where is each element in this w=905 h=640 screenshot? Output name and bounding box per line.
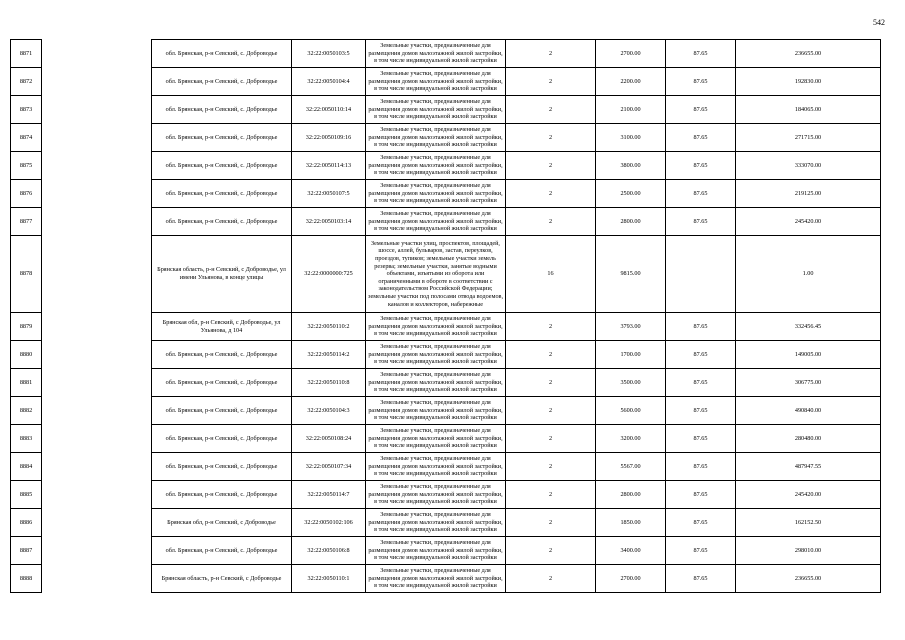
cadastral-number-cell: 32:22:0050103:14: [292, 208, 366, 236]
area-cell: 3100.00: [596, 124, 666, 152]
table-row: [11, 180, 881, 208]
rate-cell: 87.65: [666, 341, 736, 369]
cadastral-value-cell: 333070.00: [736, 152, 881, 180]
rate-cell: 87.65: [666, 152, 736, 180]
cadastral-number-cell: 32:22:0050108:24: [292, 425, 366, 453]
row-number: 8878: [11, 236, 42, 313]
row-number: 8887: [11, 537, 42, 565]
cadastral-value-cell: 298010.00: [736, 537, 881, 565]
cadastral-value-cell: 490840.00: [736, 397, 881, 425]
address-cell: Брянская обл, р-н Севский, с Доброводье: [152, 509, 292, 537]
table-row: [11, 425, 881, 453]
cadastral-value-cell: 271715.00: [736, 124, 881, 152]
group-cell: 2: [506, 453, 596, 481]
row-number: 8886: [11, 509, 42, 537]
rate-cell: 87.65: [666, 208, 736, 236]
area-cell: 3500.00: [596, 369, 666, 397]
land-purpose-cell: Земельные участки, предназначенные для размещения домов малоэтажной жилой застройки, в том числе индивидуальной жилой застройки: [366, 208, 506, 236]
table-row: [11, 40, 881, 68]
rate-cell: 87.65: [666, 68, 736, 96]
group-cell: 2: [506, 481, 596, 509]
table-row: [11, 208, 881, 236]
row-number: 8875: [11, 152, 42, 180]
cadastral-number-cell: 32:22:0050107:34: [292, 453, 366, 481]
land-purpose-cell: Земельные участки, предназначенные для размещения домов малоэтажной жилой застройки, в том числе индивидуальной жилой застройки: [366, 152, 506, 180]
cadastral-value-cell: 306775.00: [736, 369, 881, 397]
land-purpose-cell: Земельные участки, предназначенные для размещения домов малоэтажной жилой застройки, в том числе индивидуальной жилой застройки: [366, 509, 506, 537]
cadastral-value-cell: 487947.55: [736, 453, 881, 481]
table-row: [11, 313, 881, 341]
cadastral-value-cell: 219125.00: [736, 180, 881, 208]
address-cell: обл. Брянская, р-н Севский, с. Доброводье: [152, 180, 292, 208]
table-row: [11, 397, 881, 425]
row-number: 8885: [11, 481, 42, 509]
row-number: 8884: [11, 453, 42, 481]
group-cell: 2: [506, 565, 596, 593]
address-cell: Брянская область, р-н Севский, с Доброводье, ул имени Ульянова, в конце улицы: [152, 236, 292, 313]
spacer-cell: [42, 208, 152, 236]
cadastral-value-cell: 162152.50: [736, 509, 881, 537]
group-cell: 2: [506, 369, 596, 397]
table-row: [11, 236, 881, 313]
spacer-cell: [42, 124, 152, 152]
table-row: [11, 152, 881, 180]
spacer-cell: [42, 369, 152, 397]
rate-cell: 87.65: [666, 40, 736, 68]
cadastral-number-cell: 32:22:0050114:13: [292, 152, 366, 180]
area-cell: 2800.00: [596, 481, 666, 509]
table-body: [11, 40, 881, 593]
row-number: 8871: [11, 40, 42, 68]
spacer-cell: [42, 537, 152, 565]
cadastral-number-cell: 32:22:0050110:8: [292, 369, 366, 397]
area-cell: 3200.00: [596, 425, 666, 453]
spacer-cell: [42, 453, 152, 481]
spacer-cell: [42, 425, 152, 453]
land-purpose-cell: Земельные участки, предназначенные для размещения домов малоэтажной жилой застройки, в том числе индивидуальной жилой застройки: [366, 313, 506, 341]
rate-cell: [666, 236, 736, 313]
area-cell: 3793.00: [596, 313, 666, 341]
rate-cell: 87.65: [666, 453, 736, 481]
spacer-cell: [42, 40, 152, 68]
address-cell: обл. Брянская, р-н Севский, с. Доброводье: [152, 481, 292, 509]
rate-cell: 87.65: [666, 481, 736, 509]
address-cell: обл. Брянская, р-н Севский, с. Доброводье: [152, 341, 292, 369]
spacer-cell: [42, 341, 152, 369]
group-cell: 2: [506, 208, 596, 236]
address-cell: обл. Брянская, р-н Севский, с. Доброводье: [152, 152, 292, 180]
row-number: 8873: [11, 96, 42, 124]
cadastral-value-cell: 236655.00: [736, 565, 881, 593]
row-number: 8883: [11, 425, 42, 453]
land-purpose-cell: Земельные участки, предназначенные для размещения домов малоэтажной жилой застройки, в том числе индивидуальной жилой застройки: [366, 96, 506, 124]
cadastral-number-cell: 32:22:0050106:8: [292, 537, 366, 565]
row-number: 8876: [11, 180, 42, 208]
row-number: 8881: [11, 369, 42, 397]
land-purpose-cell: Земельные участки, предназначенные для размещения домов малоэтажной жилой застройки, в том числе индивидуальной жилой застройки: [366, 481, 506, 509]
address-cell: обл. Брянская, р-н Севский, с. Доброводье: [152, 537, 292, 565]
cadastral-value-table: [10, 39, 881, 593]
rate-cell: 87.65: [666, 369, 736, 397]
table-row: [11, 509, 881, 537]
area-cell: 2100.00: [596, 96, 666, 124]
cadastral-number-cell: 32:22:0050110:2: [292, 313, 366, 341]
group-cell: 2: [506, 509, 596, 537]
area-cell: 2500.00: [596, 180, 666, 208]
area-cell: 2700.00: [596, 40, 666, 68]
cadastral-value-cell: 236655.00: [736, 40, 881, 68]
table-row: [11, 453, 881, 481]
land-purpose-cell: Земельные участки, предназначенные для размещения домов малоэтажной жилой застройки, в том числе индивидуальной жилой застройки: [366, 68, 506, 96]
group-cell: 2: [506, 397, 596, 425]
cadastral-number-cell: 32:22:0050104:3: [292, 397, 366, 425]
rate-cell: 87.65: [666, 565, 736, 593]
group-cell: 2: [506, 124, 596, 152]
cadastral-value-cell: 245420.00: [736, 208, 881, 236]
area-cell: 5600.00: [596, 397, 666, 425]
spacer-cell: [42, 481, 152, 509]
table-row: [11, 481, 881, 509]
land-purpose-cell: Земельные участки, предназначенные для размещения домов малоэтажной жилой застройки, в том числе индивидуальной жилой застройки: [366, 565, 506, 593]
row-number: 8888: [11, 565, 42, 593]
group-cell: 2: [506, 341, 596, 369]
land-purpose-cell: Земельные участки, предназначенные для размещения домов малоэтажной жилой застройки, в том числе индивидуальной жилой застройки: [366, 397, 506, 425]
group-cell: 2: [506, 180, 596, 208]
area-cell: 1850.00: [596, 509, 666, 537]
cadastral-value-cell: 245420.00: [736, 481, 881, 509]
table-row: [11, 68, 881, 96]
table-row: [11, 565, 881, 593]
row-number: 8872: [11, 68, 42, 96]
land-purpose-cell: Земельные участки улиц, проспектов, площадей, шоссе, аллей, бульваров, застав, переулков, проездов, тупиков; земельные участки земель резерва; земельные участки, занятые водными объектами, изъятыми из оборота или ограниченными в обороте в соответствии с законодательством Российской Федерации; земельные участки под полосами отвода водоемов, каналов и коллекторов, набережные: [366, 236, 506, 313]
group-cell: 2: [506, 96, 596, 124]
cadastral-number-cell: 32:22:0050110:1: [292, 565, 366, 593]
address-cell: Брянская область, р-н Севский, с Доброводье: [152, 565, 292, 593]
address-cell: Брянская обл, р-н Севский, с Доброводье, ул Ульянова, д 104: [152, 313, 292, 341]
cadastral-number-cell: 32:22:0050107:5: [292, 180, 366, 208]
cadastral-number-cell: 32:22:0000000:725: [292, 236, 366, 313]
area-cell: 3800.00: [596, 152, 666, 180]
address-cell: обл. Брянская, р-н Севский, с. Доброводье: [152, 40, 292, 68]
spacer-cell: [42, 565, 152, 593]
spacer-cell: [42, 313, 152, 341]
cadastral-value-cell: 192830.00: [736, 68, 881, 96]
land-purpose-cell: Земельные участки, предназначенные для размещения домов малоэтажной жилой застройки, в том числе индивидуальной жилой застройки: [366, 180, 506, 208]
rate-cell: 87.65: [666, 180, 736, 208]
rate-cell: 87.65: [666, 397, 736, 425]
rate-cell: 87.65: [666, 425, 736, 453]
rate-cell: 87.65: [666, 124, 736, 152]
spacer-cell: [42, 96, 152, 124]
land-purpose-cell: Земельные участки, предназначенные для размещения домов малоэтажной жилой застройки, в том числе индивидуальной жилой застройки: [366, 453, 506, 481]
group-cell: 2: [506, 40, 596, 68]
spacer-cell: [42, 397, 152, 425]
cadastral-value-cell: 332456.45: [736, 313, 881, 341]
land-purpose-cell: Земельные участки, предназначенные для размещения домов малоэтажной жилой застройки, в том числе индивидуальной жилой застройки: [366, 341, 506, 369]
row-number: 8877: [11, 208, 42, 236]
group-cell: 2: [506, 537, 596, 565]
cadastral-number-cell: 32:22:0050102:106: [292, 509, 366, 537]
row-number: 8880: [11, 341, 42, 369]
group-cell: 2: [506, 425, 596, 453]
area-cell: 2800.00: [596, 208, 666, 236]
cadastral-number-cell: 32:22:0050109:16: [292, 124, 366, 152]
rate-cell: 87.65: [666, 537, 736, 565]
spacer-cell: [42, 68, 152, 96]
address-cell: обл. Брянская, р-н Севский, с. Доброводье: [152, 425, 292, 453]
land-purpose-cell: Земельные участки, предназначенные для размещения домов малоэтажной жилой застройки, в том числе индивидуальной жилой застройки: [366, 425, 506, 453]
address-cell: обл. Брянская, р-н Севский, с. Доброводье: [152, 397, 292, 425]
row-number: 8882: [11, 397, 42, 425]
cadastral-value-cell: 149005.00: [736, 341, 881, 369]
row-number: 8874: [11, 124, 42, 152]
group-cell: 2: [506, 152, 596, 180]
land-purpose-cell: Земельные участки, предназначенные для размещения домов малоэтажной жилой застройки, в том числе индивидуальной жилой застройки: [366, 40, 506, 68]
table-row: [11, 341, 881, 369]
table-row: [11, 369, 881, 397]
table-row: [11, 537, 881, 565]
group-cell: 2: [506, 68, 596, 96]
cadastral-value-cell: 184065.00: [736, 96, 881, 124]
cadastral-number-cell: 32:22:0050103:5: [292, 40, 366, 68]
address-cell: обл. Брянская, р-н Севский, с. Доброводье: [152, 453, 292, 481]
cadastral-number-cell: 32:22:0050114:2: [292, 341, 366, 369]
group-cell: 2: [506, 313, 596, 341]
table-row: [11, 96, 881, 124]
rate-cell: 87.65: [666, 509, 736, 537]
cadastral-value-cell: 1.00: [736, 236, 881, 313]
area-cell: 1700.00: [596, 341, 666, 369]
spacer-cell: [42, 180, 152, 208]
page-number: 542: [873, 18, 885, 27]
spacer-cell: [42, 509, 152, 537]
spacer-cell: [42, 152, 152, 180]
cadastral-number-cell: 32:22:0050114:7: [292, 481, 366, 509]
cadastral-value-cell: 280480.00: [736, 425, 881, 453]
land-purpose-cell: Земельные участки, предназначенные для размещения домов малоэтажной жилой застройки, в том числе индивидуальной жилой застройки: [366, 124, 506, 152]
address-cell: обл. Брянская, р-н Севский, с. Доброводье: [152, 96, 292, 124]
address-cell: обл. Брянская, р-н Севский, с. Доброводье: [152, 369, 292, 397]
land-purpose-cell: Земельные участки, предназначенные для размещения домов малоэтажной жилой застройки, в том числе индивидуальной жилой застройки: [366, 537, 506, 565]
group-cell: 16: [506, 236, 596, 313]
cadastral-number-cell: 32:22:0050110:14: [292, 96, 366, 124]
area-cell: 2200.00: [596, 68, 666, 96]
address-cell: обл. Брянская, р-н Севский, с. Доброводье: [152, 208, 292, 236]
rate-cell: 87.65: [666, 96, 736, 124]
area-cell: 3400.00: [596, 537, 666, 565]
cadastral-number-cell: 32:22:0050104:4: [292, 68, 366, 96]
area-cell: 5567.00: [596, 453, 666, 481]
spacer-cell: [42, 236, 152, 313]
address-cell: обл. Брянская, р-н Севский, с. Доброводье: [152, 124, 292, 152]
address-cell: обл. Брянская, р-н Севский, с. Доброводье: [152, 68, 292, 96]
area-cell: 9815.00: [596, 236, 666, 313]
row-number: 8879: [11, 313, 42, 341]
area-cell: 2700.00: [596, 565, 666, 593]
land-purpose-cell: Земельные участки, предназначенные для размещения домов малоэтажной жилой застройки, в том числе индивидуальной жилой застройки: [366, 369, 506, 397]
table-row: [11, 124, 881, 152]
rate-cell: 87.65: [666, 313, 736, 341]
